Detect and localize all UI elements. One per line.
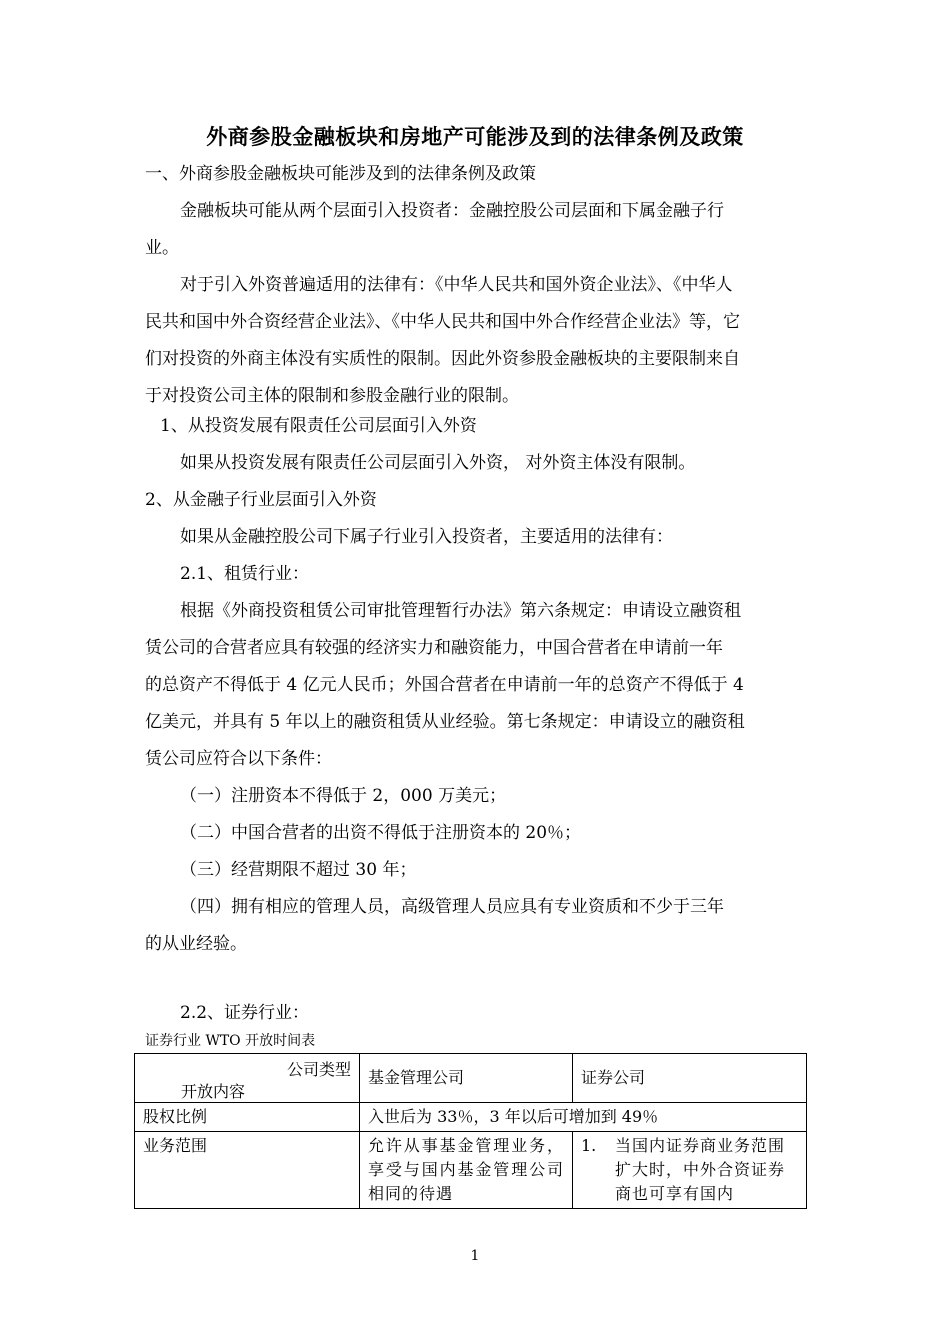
list-item-continuation: 的从业经验。: [145, 934, 247, 954]
header-open-content: 开放内容: [181, 1082, 246, 1101]
paragraph-line: 们对投资的外商主体没有实质性的限制。因此外资参股金融板块的主要限制来自: [145, 349, 740, 369]
subsection-heading: 1、从投资发展有限责任公司层面引入外资: [160, 416, 477, 436]
diagonal-header-cell: [135, 1054, 360, 1103]
paragraph-line: 根据《外商投资租赁公司审批管理暂行办法》第六条规定：申请设立融资租: [180, 601, 741, 621]
paragraph-line: 对于引入外资普遍适用的法律有：《中华人民共和国外资企业法》、《中华人: [180, 275, 733, 295]
list-item: （三）经营期限不超过 30 年；: [180, 860, 417, 880]
document-title: 外商参股金融板块和房地产可能涉及到的法律条例及政策: [206, 124, 744, 149]
list-item: （四）拥有相应的管理人员，高级管理人员应具有专业资质和不少于三年: [180, 897, 724, 917]
securities-scope-text: 当国内证券商业务范围扩大时，中外合资证券商也可享有国内: [615, 1136, 786, 1203]
table-caption: 证券行业 WTO 开放时间表: [145, 1033, 316, 1049]
row-label-business-scope: 业务范围: [135, 1132, 360, 1209]
equity-ratio-value: 入世后为 33％，3 年以后可增加到 49％: [360, 1103, 807, 1132]
paragraph-line: 的总资产不得低于 4 亿元人民币；外国合营者在申请前一年的总资产不得低于 4: [145, 675, 744, 695]
subsection-heading: 2.1、租赁行业：: [180, 564, 310, 584]
list-item: （一）注册资本不得低于 2，000 万美元；: [180, 786, 507, 806]
paragraph-line: 如果从金融控股公司下属子行业引入投资者，主要适用的法律有：: [180, 527, 673, 547]
table-row: [135, 1132, 807, 1209]
subsection-heading: 2、从金融子行业层面引入外资: [145, 490, 377, 510]
paragraph-line: 赁公司的合营者应具有较强的经济实力和融资能力，中国合营者在申请前一年: [145, 638, 723, 658]
paragraph-line: 金融板块可能从两个层面引入投资者：金融控股公司层面和下属金融子行: [180, 201, 724, 221]
list-item: （二）中国合营者的出资不得低于注册资本的 20％；: [180, 823, 582, 843]
paragraph-line: 于对投资公司主体的限制和参股金融行业的限制。: [145, 386, 519, 406]
row-label-equity-ratio: 股权比例: [135, 1103, 360, 1132]
section-heading-1: 一、外商参股金融板块可能涉及到的法律条例及政策: [145, 164, 536, 184]
paragraph-line: 亿美元，并具有 5 年以上的融资租赁从业经验。第七条规定：申请设立的融资租: [145, 712, 745, 732]
page-number: 1: [470, 1248, 480, 1264]
paragraph-line: 赁公司应符合以下条件：: [145, 749, 332, 769]
paragraph-line: 业。: [145, 238, 179, 258]
subsection-heading: 2.2、证券行业：: [180, 1003, 310, 1023]
table-header-row: [135, 1054, 807, 1103]
header-fund-company: 基金管理公司: [360, 1054, 573, 1103]
list-number: 1.: [581, 1136, 597, 1155]
header-securities-company: 证券公司: [573, 1054, 807, 1103]
wto-schedule-table: [134, 1053, 807, 1209]
securities-business-scope: [573, 1132, 807, 1209]
fund-business-scope: 允许从事基金管理业务，享受与国内基金管理公司相同的待遇: [360, 1132, 573, 1209]
header-company-type: 公司类型: [286, 1060, 351, 1079]
paragraph-line: 民共和国中外合资经营企业法》、《中华人民共和国中外合作经营企业法》等，它: [145, 312, 740, 332]
paragraph-line: 如果从投资发展有限责任公司层面引入外资， 对外资主体没有限制。: [180, 453, 696, 473]
table-row: [135, 1103, 807, 1132]
